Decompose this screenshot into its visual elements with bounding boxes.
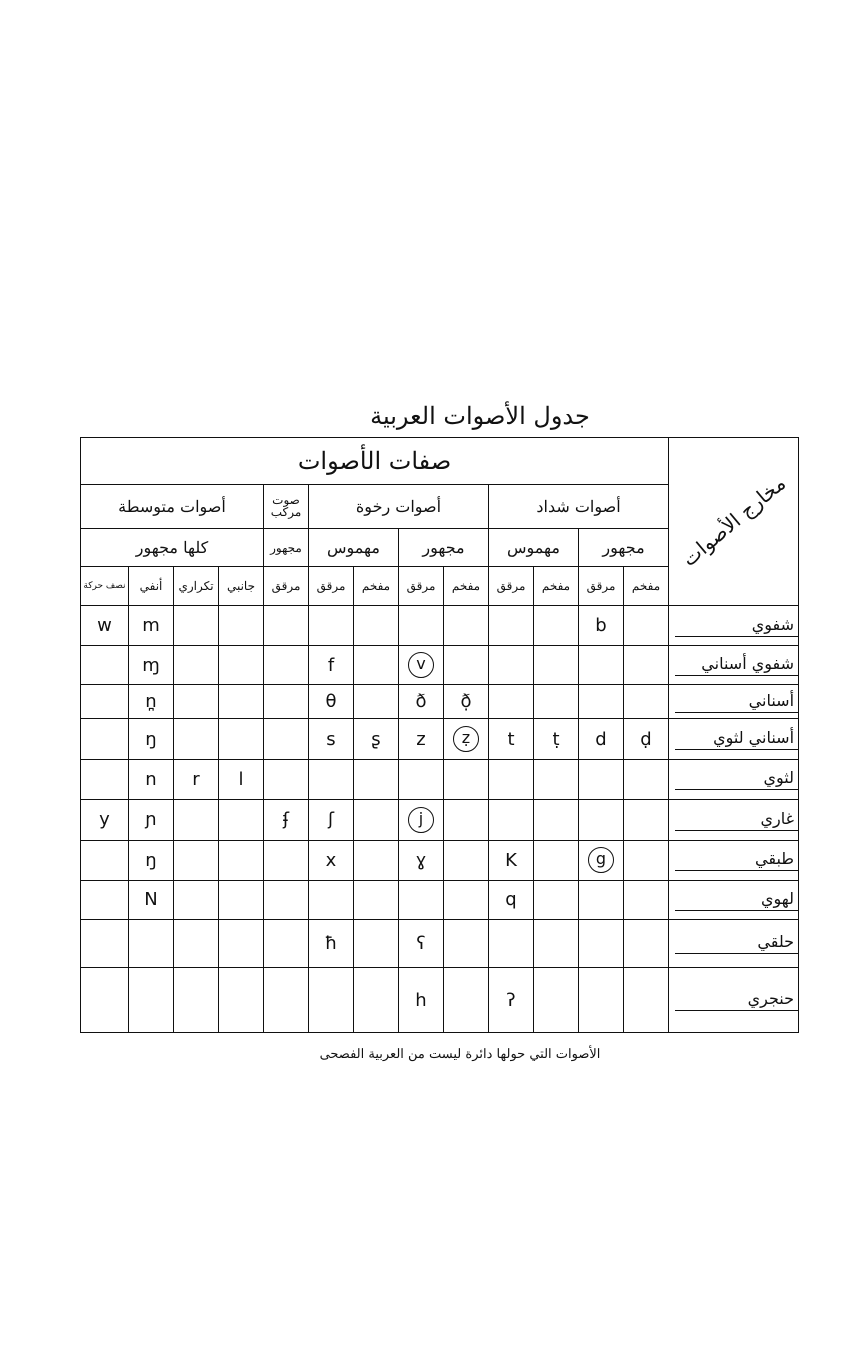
cell-lat [219, 646, 264, 684]
cell-nasal [129, 646, 174, 684]
cell-sv [81, 719, 129, 759]
medial-header: أصوات متوسطة [81, 484, 264, 529]
col-fric-vd-plain: مرقق [399, 567, 444, 605]
cell-trill [174, 919, 219, 968]
cell-aff [264, 840, 309, 880]
phone-symbol: ɱ [142, 654, 160, 676]
place-label: لثوي [675, 768, 798, 790]
cell-nasal [129, 605, 174, 645]
cell-stVdE [624, 919, 669, 968]
cell-frVdP [399, 759, 444, 799]
col-nasal: أنفي [129, 567, 174, 605]
cell-sv [81, 759, 129, 799]
cell-stVlP [489, 840, 534, 880]
cell-frVlE [354, 840, 399, 880]
cell-stVlE [534, 881, 579, 919]
places-header-label: مخارج الأصوات [677, 471, 790, 572]
table-row [81, 759, 799, 799]
cell-nasal [129, 759, 174, 799]
cell-frVlE [354, 759, 399, 799]
phone-symbol: ʕ [416, 932, 426, 954]
cell-frVdE [444, 684, 489, 718]
place-label: طبقي [675, 849, 798, 871]
phone-symbol: t [507, 728, 515, 750]
cell-frVdP [399, 968, 444, 1033]
cell-frVdP [399, 800, 444, 840]
cell-stVdE [624, 605, 669, 645]
cell-stVlP [489, 646, 534, 684]
col-stop-vd-emph: مفخم [624, 567, 669, 605]
place-label-cell [669, 800, 799, 840]
phone-symbol: ɣ [415, 849, 427, 871]
table-body [81, 605, 799, 1032]
place-label-cell [669, 759, 799, 799]
phone-symbol: θ [325, 691, 337, 713]
place-label-cell [669, 684, 799, 718]
cell-sv [81, 605, 129, 645]
phone-symbol: ḍ [640, 728, 652, 750]
table-row [81, 881, 799, 919]
cell-lat [219, 968, 264, 1033]
phone-symbol: ð [415, 691, 427, 713]
cell-frVdP [399, 840, 444, 880]
cell-trill [174, 881, 219, 919]
place-label: غاري [675, 809, 798, 831]
circled-symbol: v [408, 652, 434, 678]
cell-stVlE [534, 605, 579, 645]
cell-frVlE [354, 684, 399, 718]
phone-symbol: ṭ [552, 728, 560, 750]
cell-sv [81, 684, 129, 718]
cell-frVlP [309, 759, 354, 799]
cell-aff [264, 919, 309, 968]
cell-stVlE [534, 919, 579, 968]
cell-nasal [129, 840, 174, 880]
col-trill: تكراري [174, 567, 219, 605]
cell-stVlP [489, 719, 534, 759]
cell-stVlE [534, 800, 579, 840]
cell-stVdP [579, 684, 624, 718]
phone-symbol: N [144, 889, 158, 911]
phone-symbol: b [595, 615, 607, 637]
place-label-cell [669, 840, 799, 880]
cell-sv [81, 840, 129, 880]
stop-voiceless: مهموس [489, 529, 579, 567]
cell-frVlP [309, 800, 354, 840]
cell-nasal [129, 919, 174, 968]
phone-symbol: ʔ [506, 989, 516, 1011]
cell-frVdE [444, 759, 489, 799]
fricatives-header: أصوات رخوة [309, 484, 489, 529]
table-row [81, 646, 799, 684]
col-fric-vl-plain: مرقق [309, 567, 354, 605]
phone-symbol: l [238, 768, 244, 790]
cell-stVlP [489, 759, 534, 799]
cell-trill [174, 968, 219, 1033]
phone-symbol: ð̣ [460, 691, 472, 713]
phone-symbol: y [99, 809, 110, 831]
cell-stVlP [489, 968, 534, 1033]
cell-nasal [129, 968, 174, 1033]
phone-symbol: ɲ [145, 809, 157, 831]
cell-aff [264, 684, 309, 718]
cell-frVlP [309, 646, 354, 684]
cell-trill [174, 759, 219, 799]
phone-symbol: h [415, 989, 427, 1011]
footnote: الأصوات التي حولها دائرة ليست من العربية الفصحى [319, 1047, 601, 1062]
place-label: شفوي أسناني [675, 654, 798, 676]
phone-symbol: x [325, 849, 337, 871]
cell-sv [81, 800, 129, 840]
cell-stVdE [624, 800, 669, 840]
cell-lat [219, 684, 264, 718]
place-label: أسناني لثوي [675, 728, 798, 750]
affricate-voicing: مجهور [264, 529, 309, 567]
table-row [81, 919, 799, 968]
phone-symbol: f [327, 654, 335, 676]
cell-frVdE [444, 605, 489, 645]
cell-frVdE [444, 919, 489, 968]
features-header: صفات الأصوات [81, 438, 669, 485]
place-label-cell [669, 646, 799, 684]
cell-frVlE [354, 881, 399, 919]
phone-symbol: ʃ [327, 809, 335, 831]
circled-symbol: ẓ [453, 726, 479, 752]
cell-frVlE [354, 646, 399, 684]
cell-sv [81, 968, 129, 1033]
affricate-header: صوت مركب [264, 484, 309, 529]
page-title: جدول الأصوات العربية [370, 402, 590, 430]
cell-frVdE [444, 840, 489, 880]
cell-aff [264, 605, 309, 645]
cell-frVlP [309, 684, 354, 718]
cell-aff [264, 759, 309, 799]
places-header [669, 438, 799, 606]
place-label: لهوي [675, 889, 798, 911]
cell-stVdE [624, 881, 669, 919]
col-fric-vl-emph: مفخم [354, 567, 399, 605]
cell-lat [219, 919, 264, 968]
phone-symbol: K [505, 849, 517, 871]
place-label-cell [669, 605, 799, 645]
cell-stVdP [579, 840, 624, 880]
phone-symbol: ʂ [371, 728, 381, 750]
cell-stVdP [579, 919, 624, 968]
phone-symbol: w [97, 615, 112, 637]
stop-voiced: مجهور [579, 529, 669, 567]
cell-lat [219, 605, 264, 645]
cell-stVdP [579, 759, 624, 799]
phone-symbol: n [145, 768, 157, 790]
stops-header: أصوات شداد [489, 484, 669, 529]
cell-aff [264, 800, 309, 840]
cell-frVlE [354, 719, 399, 759]
cell-frVdP [399, 605, 444, 645]
cell-frVlE [354, 605, 399, 645]
cell-frVdE [444, 800, 489, 840]
table-row [81, 605, 799, 645]
cell-trill [174, 800, 219, 840]
place-label: شفوي [675, 615, 798, 637]
cell-frVdP [399, 919, 444, 968]
cell-stVdE [624, 719, 669, 759]
cell-stVlE [534, 759, 579, 799]
table-row [81, 840, 799, 880]
circled-symbol: j [408, 807, 434, 833]
cell-stVdE [624, 968, 669, 1033]
place-label-cell [669, 919, 799, 968]
cell-frVlE [354, 968, 399, 1033]
phone-symbol: z [416, 728, 426, 750]
place-label: أسناني [675, 691, 798, 713]
cell-frVlP [309, 719, 354, 759]
cell-lat [219, 881, 264, 919]
col-stop-vl-plain: مرقق [489, 567, 534, 605]
phone-symbol: n̪ [145, 691, 157, 713]
cell-trill [174, 840, 219, 880]
cell-stVdP [579, 719, 624, 759]
cell-stVlE [534, 684, 579, 718]
cell-trill [174, 719, 219, 759]
cell-stVlP [489, 605, 534, 645]
cell-stVdE [624, 646, 669, 684]
place-label: حلقي [675, 932, 798, 954]
cell-stVdP [579, 968, 624, 1033]
cell-nasal [129, 800, 174, 840]
table-row [81, 968, 799, 1033]
cell-frVdE [444, 968, 489, 1033]
cell-stVlP [489, 919, 534, 968]
cell-frVlP [309, 605, 354, 645]
fric-voiced: مجهور [399, 529, 489, 567]
cell-stVlE [534, 719, 579, 759]
cell-frVdP [399, 881, 444, 919]
phonetic-table [80, 437, 799, 1033]
table-row [81, 719, 799, 759]
phone-symbol: ʄ [282, 809, 290, 831]
cell-frVdP [399, 646, 444, 684]
cell-aff [264, 719, 309, 759]
cell-frVlP [309, 840, 354, 880]
cell-frVdP [399, 719, 444, 759]
fric-voiceless: مهموس [309, 529, 399, 567]
cell-stVlP [489, 800, 534, 840]
cell-nasal [129, 684, 174, 718]
cell-frVlE [354, 919, 399, 968]
place-label-cell [669, 968, 799, 1033]
phone-symbol: q [505, 889, 517, 911]
cell-trill [174, 646, 219, 684]
cell-frVdE [444, 719, 489, 759]
col-semivowel: نصف حركة [81, 567, 129, 605]
cell-aff [264, 646, 309, 684]
place-label: حنجري [675, 989, 798, 1011]
circled-symbol: g [588, 847, 614, 873]
cell-stVlE [534, 840, 579, 880]
cell-stVlP [489, 881, 534, 919]
cell-sv [81, 646, 129, 684]
cell-frVdE [444, 646, 489, 684]
cell-sv [81, 919, 129, 968]
cell-trill [174, 684, 219, 718]
cell-frVdP [399, 684, 444, 718]
phone-symbol: ŋ [145, 849, 157, 871]
cell-stVdE [624, 840, 669, 880]
cell-stVdE [624, 759, 669, 799]
cell-stVdP [579, 646, 624, 684]
cell-stVdP [579, 800, 624, 840]
cell-frVdE [444, 881, 489, 919]
medial-voicing: كلها مجهور [81, 529, 264, 567]
phone-symbol: r [192, 768, 200, 790]
table-row [81, 800, 799, 840]
col-affricate-plain: مرقق [264, 567, 309, 605]
cell-aff [264, 881, 309, 919]
cell-lat [219, 719, 264, 759]
cell-frVlP [309, 968, 354, 1033]
cell-sv [81, 881, 129, 919]
cell-frVlE [354, 800, 399, 840]
cell-stVdP [579, 605, 624, 645]
cell-lat [219, 800, 264, 840]
place-label-cell [669, 719, 799, 759]
phone-symbol: s [326, 728, 336, 750]
col-lateral: جانبي [219, 567, 264, 605]
cell-stVdP [579, 881, 624, 919]
phone-symbol: m [142, 615, 160, 637]
col-stop-vd-plain: مرقق [579, 567, 624, 605]
cell-aff [264, 968, 309, 1033]
cell-nasal [129, 881, 174, 919]
cell-trill [174, 605, 219, 645]
cell-stVlE [534, 646, 579, 684]
cell-frVlP [309, 919, 354, 968]
cell-stVdE [624, 684, 669, 718]
col-stop-vl-emph: مفخم [534, 567, 579, 605]
col-fric-vd-emph: مفخم [444, 567, 489, 605]
phone-symbol: ŋ [145, 728, 157, 750]
cell-nasal [129, 719, 174, 759]
cell-stVlP [489, 684, 534, 718]
phone-symbol: d [595, 728, 607, 750]
cell-stVlE [534, 968, 579, 1033]
cell-lat [219, 840, 264, 880]
table-row [81, 684, 799, 718]
phone-symbol: ħ [324, 932, 338, 954]
cell-lat [219, 759, 264, 799]
cell-frVlP [309, 881, 354, 919]
place-label-cell [669, 881, 799, 919]
